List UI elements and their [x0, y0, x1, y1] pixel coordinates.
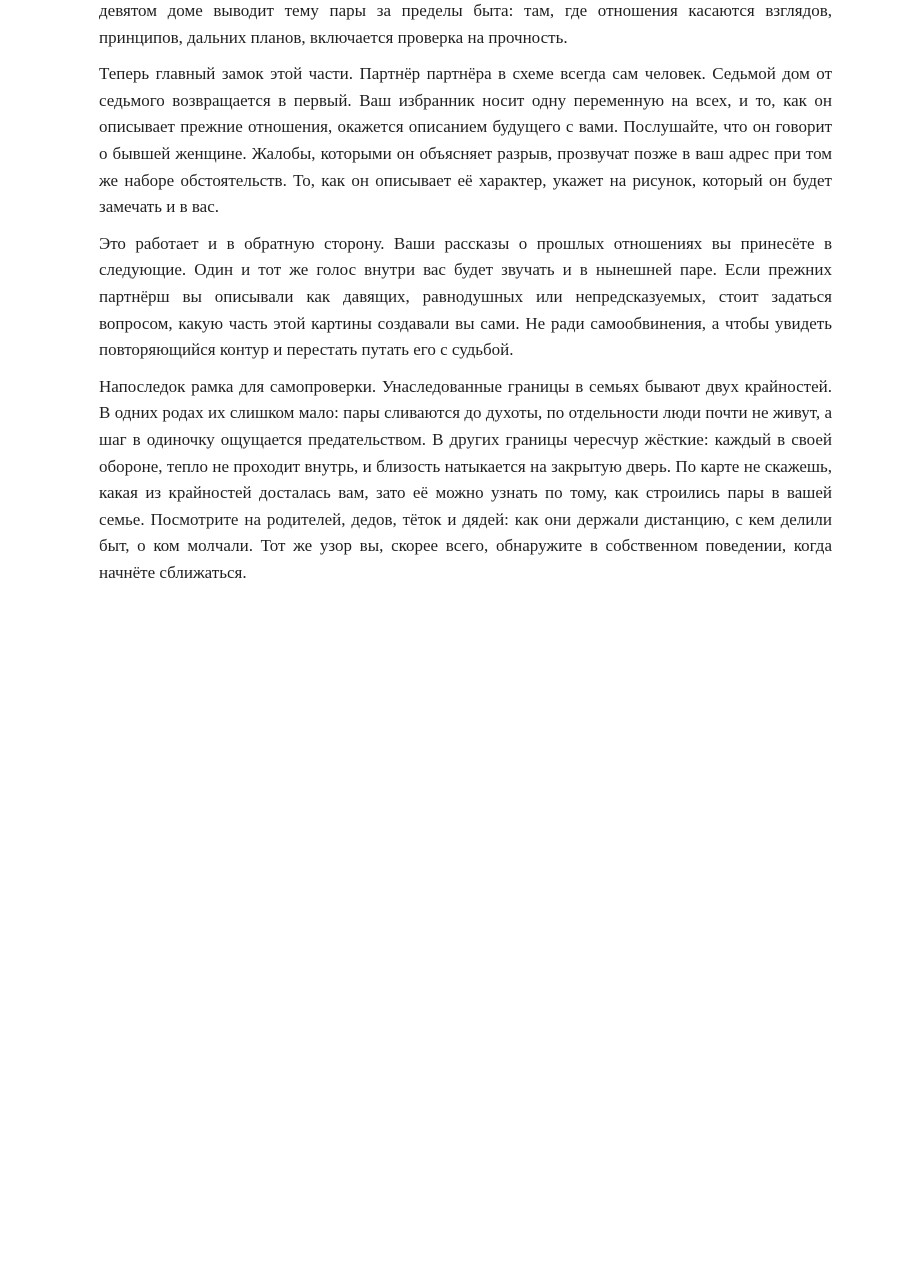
paragraph-continued: девятом доме выводит тему пары за пределы быта: там, где отношения касаются взглядов, принципов, дальних планов, включается проверка на прочность.: [99, 1, 832, 47]
text-column: [99, 0, 832, 596]
paragraph-self-check-frame: Напоследок рамка для самопроверки. Унаследованные границы в семьях бывают двух крайностей. В одних родах их слишком мало: пары сливаются до духоты, по отдельности люди почти не живут, а шаг в одиночку ощущается предательством. В других границы чересчур жёсткие: каждый в своей обороне, тепло не проходит внутрь, и близость натыкается на закрытую дверь. По карте не скажешь, какая из крайностей досталась вам, зато её можно узнать по тому, как строились пары в вашей семье. Посмотрите на родителей, дедов, тёток и дядей: как они держали дистанцию, с кем делили быт, о ком молчали. Тот же узор вы, скорее всего, обнаружите в собственном поведении, когда начнёте сближаться.: [99, 376, 832, 582]
paragraph-partner-of-partner: Теперь главный замок этой части. Партнёр партнёра в схеме всегда сам человек. Седьмой дом от седьмого возвращается в первый. Ваш избранник носит одну переменную на всех, и то, как он описывает прежние отношения, окажется описанием будущего с вами. Послушайте, что он говорит о бывшей женщине. Жалобы, которыми он объясняет разрыв, прозвучат позже в ваш адрес при том же наборе обстоятельств. То, как он описывает её характер, укажет на рисунок, который он будет замечать и в вас.: [99, 64, 832, 217]
paragraph-reverse-side: Это работает и в обратную сторону. Ваши рассказы о прошлых отношениях вы принесёте в следующие. Один и тот же голос внутри вас будет звучать и в нынешней паре. Если прежних партнёрш вы описывали как давящих, равнодушных или непредсказуемых, стоит задаться вопросом, какую часть этой картины создавали вы сами. Не ради самообвинения, а чтобы увидеть повторяющийся контур и перестать путать его с судьбой.: [99, 233, 832, 360]
